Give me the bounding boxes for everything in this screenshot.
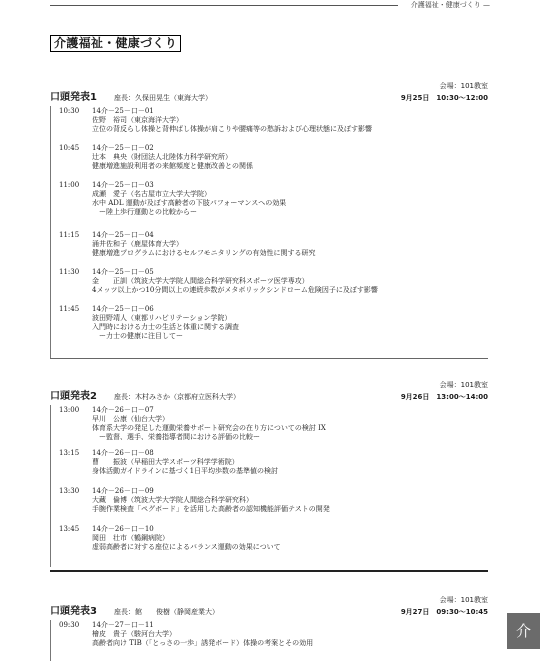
session-datetime: 9月25日 10:30〜12:00 (400, 94, 488, 102)
session-divider (50, 570, 488, 572)
section-index-tab[interactable]: 介 (507, 613, 540, 649)
talk-list (50, 106, 488, 358)
talk-item (51, 448, 488, 486)
session-chair: 座長：木村みさか（京都府立医科大学） (114, 393, 240, 401)
session-3 (50, 596, 488, 661)
talk-title: 入門時における力士の生活と体重に関する調査 (92, 323, 239, 331)
session-datetime: 9月26日 13:00〜14:00 (400, 393, 488, 401)
talk-title: 高齢者向け TIB（「とっさの一歩」誘発ボード）体操の考案とその効用 (92, 639, 314, 647)
talk-title: 体育系大学の発足した運動栄養サポート研究会の在り方についての検討 IX (92, 424, 326, 432)
page-title: 介護福祉・健康づくり (50, 35, 181, 52)
talk-subtitle: ー監督、選手、栄養指導者間における評価の比較ー (99, 433, 260, 441)
talk-list (50, 620, 488, 661)
talk-code: 14介－25－口－01 (92, 107, 154, 115)
talk-item (51, 304, 488, 354)
talk-time: 13:15 (59, 449, 80, 457)
talk-time: 10:45 (59, 144, 80, 152)
talk-item (51, 486, 488, 524)
talk-title: 健康増進施設利用者の来館頻度と健康改善との関係 (92, 162, 253, 170)
talk-title: 4メッツ以上かつ10分間以上の連続歩数がメタボリックシンドローム危険因子に及ぼす影響 (92, 286, 378, 294)
talk-code: 14介－25－口－06 (92, 305, 154, 313)
talk-author: 金 正訓（筑波大学大学院人間総合科学研究科スポーツ医学専攻） (92, 277, 309, 285)
talk-time: 11:00 (59, 181, 80, 189)
session-chair: 座長：久保田晃生（東海大学） (114, 94, 212, 102)
talk-item (51, 620, 488, 657)
talk-author: 檜皮 貴子（駿河台大学） (92, 630, 176, 638)
talk-item (51, 267, 488, 304)
talk-list (50, 405, 488, 567)
talk-author: 曹 振波（早稲田大学スポーツ科学学術院） (92, 458, 239, 466)
talk-item (51, 180, 488, 230)
session-divider (50, 358, 488, 359)
talk-author: 辻本 典央（財団法人北陸体力科学研究所） (92, 153, 232, 161)
talk-code: 14介－26－口－09 (92, 487, 154, 495)
talk-author: 岡田 壮市（鶴鋼病院） (92, 534, 169, 542)
talk-code: 14介－25－口－03 (92, 181, 154, 189)
header-section-label: 介護福祉・健康づくり — (410, 1, 490, 9)
talk-code: 14介－25－口－04 (92, 231, 154, 239)
talk-time: 10:30 (59, 107, 80, 115)
talk-author: 大藏 倫博（筑波大学大学院人間総合科学研究科） (92, 496, 253, 504)
header-rule (50, 5, 398, 6)
talk-author: 早川 公康（仙台大学） (92, 415, 169, 423)
talk-time: 09:30 (59, 621, 80, 629)
talk-title: 虚弱高齢者に対する座位によるバランス運動の効果について (92, 543, 281, 551)
session-name: 口頭発表3 (50, 606, 97, 617)
session-venue: 会場：101教室 (439, 596, 488, 604)
talk-code: 14介－25－口－02 (92, 144, 154, 152)
session-header (50, 605, 488, 619)
session-chair: 座長：館 俊樹（静岡産業大） (114, 608, 219, 616)
talk-code: 14介－25－口－05 (92, 268, 154, 276)
talk-title: 手腕作業検査「ペグボード」を活用した高齢者の認知機能評価テストの開発 (92, 505, 330, 513)
talk-item (51, 524, 488, 562)
talk-code: 14介－26－口－08 (92, 449, 154, 457)
session-venue: 会場：101教室 (439, 82, 488, 90)
talk-author: 成瀬 愛子（名古屋市立大学大学院） (92, 190, 211, 198)
talk-time: 11:45 (59, 305, 80, 313)
talk-time: 11:15 (59, 231, 80, 239)
talk-subtitle: ー陸上歩行運動との比較からー (99, 208, 197, 216)
talk-item (51, 143, 488, 180)
session-datetime: 9月27日 09:30〜10:45 (400, 608, 488, 616)
session-header (50, 390, 488, 404)
talk-author: 涌井佐和子（鹿屋体育大学） (92, 240, 183, 248)
talk-subtitle: ー力士の健康に注目してー (99, 332, 183, 340)
talk-item (51, 230, 488, 267)
talk-time: 13:30 (59, 487, 80, 495)
talk-time: 13:45 (59, 525, 80, 533)
running-header (50, 0, 490, 12)
talk-code: 14介－27－口－11 (92, 621, 154, 629)
talk-title: 健康増進プログラムにおけるセルフモニタリングの有効性に関する研究 (92, 249, 316, 257)
session-1 (50, 82, 488, 359)
session-venue: 会場：101教室 (439, 381, 488, 389)
talk-time: 11:30 (59, 268, 80, 276)
talk-time: 13:00 (59, 406, 80, 414)
session-name: 口頭発表2 (50, 391, 97, 402)
talk-title: 水中 ADL 運動が及ぼす高齢者の下肢パフォーマンスへの効果 (92, 199, 287, 207)
talk-item (51, 405, 488, 448)
session-2 (50, 381, 488, 571)
talk-author: 波田野靖人（東都リハビリテーション学院） (92, 314, 232, 322)
session-header (50, 91, 488, 105)
session-name: 口頭発表1 (50, 92, 97, 103)
talk-title: 立位の背反らし体操と背伸ばし体操が肩こりや腰痛等の愁訴および心理状態に及ぼす影響 (92, 125, 372, 133)
talk-code: 14介－26－口－07 (92, 406, 154, 414)
talk-code: 14介－26－口－10 (92, 525, 154, 533)
talk-item (51, 106, 488, 143)
talk-title: 身体活動ガイドラインに基づく1日平均歩数の基準値の検討 (92, 467, 279, 475)
talk-author: 佐野 裕司（東京海洋大学） (92, 116, 183, 124)
